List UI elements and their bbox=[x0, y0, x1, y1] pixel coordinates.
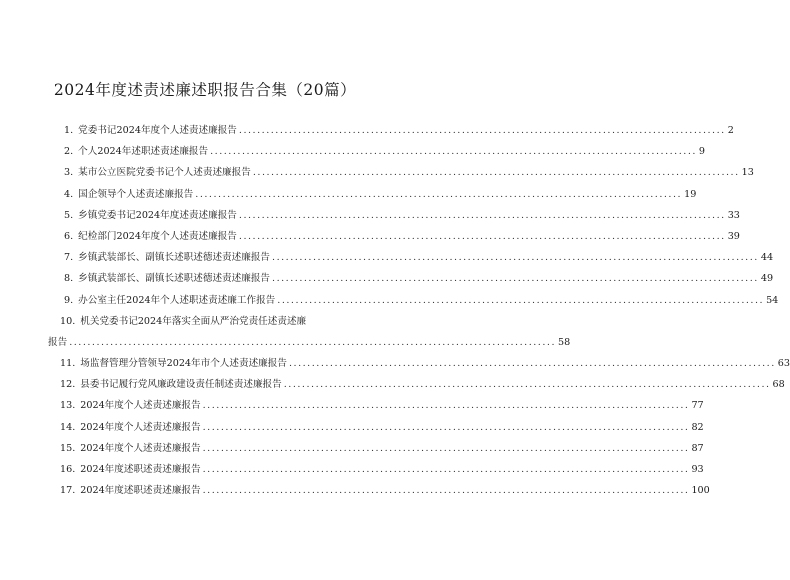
toc-entry-title: 2024年度述职述责述廉报告 bbox=[80, 464, 201, 475]
toc-entry[interactable] bbox=[56, 459, 704, 480]
toc-leader-dots bbox=[201, 395, 692, 416]
toc-entry-page: 44 bbox=[760, 252, 774, 264]
toc-entry-title: 国企领导个人述责述廉报告 bbox=[78, 188, 194, 200]
toc-entry-title-continued: 报告 bbox=[48, 336, 68, 348]
toc-entry-number: 9. bbox=[64, 294, 74, 306]
toc-entry[interactable] bbox=[56, 353, 790, 374]
toc-entry-page: 39 bbox=[727, 230, 740, 242]
toc-entry-page: 54 bbox=[766, 294, 779, 306]
toc-entry-title: 2024年度述职述责述廉报告 bbox=[80, 485, 201, 497]
toc-entry-number: 3. bbox=[64, 167, 74, 179]
toc-entry-number: 12. bbox=[60, 379, 76, 391]
toc-leader-dots bbox=[237, 120, 728, 141]
toc-entry-number: 7. bbox=[64, 252, 74, 264]
toc-entry[interactable] bbox=[56, 395, 704, 416]
toc-leader-dots bbox=[237, 205, 728, 226]
toc-leader-dots bbox=[208, 141, 699, 162]
toc-entry-number: 15. bbox=[60, 442, 76, 454]
toc-entry-page: 49 bbox=[760, 273, 774, 285]
toc-entry[interactable] bbox=[56, 290, 779, 311]
toc-leader-dots bbox=[237, 226, 728, 247]
toc-entry[interactable] bbox=[56, 374, 785, 395]
toc-entry-number: 8. bbox=[64, 273, 74, 285]
toc-entry[interactable] bbox=[56, 184, 697, 205]
toc-entry-page: 87 bbox=[691, 442, 704, 454]
toc-entry-title: 乡镇党委书记2024年度述责述廉报告 bbox=[78, 209, 237, 221]
toc-entry-page: 19 bbox=[684, 188, 697, 200]
toc-entry[interactable] bbox=[56, 268, 774, 289]
toc-entry-title: 县委书记履行党风廉政建设责任制述责述廉报告 bbox=[80, 379, 282, 391]
toc-entry-number: 13. bbox=[60, 400, 76, 412]
toc-entry-number: 2. bbox=[64, 146, 74, 158]
toc-entry-number: 4. bbox=[64, 188, 74, 200]
toc-entry-number: 10. bbox=[60, 315, 76, 327]
toc-entry-title: 2024年度个人述责述廉报告 bbox=[80, 421, 201, 433]
toc-entry[interactable] bbox=[56, 226, 740, 247]
toc-entry-number: 16. bbox=[60, 464, 76, 475]
toc-leader-dots bbox=[201, 438, 692, 459]
toc-entry-number: 17. bbox=[60, 485, 76, 497]
toc-entry-page: 100 bbox=[691, 485, 710, 497]
toc-entry-page: 82 bbox=[691, 421, 704, 433]
toc-leader-dots bbox=[287, 353, 778, 374]
toc-leader-dots bbox=[201, 417, 692, 438]
toc-entry-number: 5. bbox=[64, 209, 74, 221]
toc-entry-title: 2024年度个人述责述廉报告 bbox=[80, 442, 201, 454]
toc-leader-dots bbox=[251, 162, 742, 183]
toc-entry[interactable] bbox=[56, 417, 704, 438]
toc-leader-dots bbox=[270, 247, 761, 268]
toc-entry-title: 机关党委书记2024年落实全面从严治党责任述责述廉 bbox=[80, 315, 307, 327]
toc-entry-page: 9 bbox=[698, 146, 706, 158]
toc-entry-title: 乡镇武装部长、副镇长述职述德述责述廉报告 bbox=[78, 273, 271, 285]
table-of-contents bbox=[48, 120, 790, 501]
toc-entry-page: 2 bbox=[727, 125, 734, 136]
toc-entry-page: 58 bbox=[558, 336, 571, 348]
toc-entry[interactable] bbox=[56, 247, 774, 268]
toc-entry-title: 乡镇武装部长、副镇长述职述德述责述廉报告 bbox=[78, 252, 271, 264]
toc-entry-page: 68 bbox=[772, 379, 785, 391]
toc-entry-title: 2024年度个人述责述廉报告 bbox=[80, 400, 201, 412]
toc-entry-title: 办公室主任2024年个人述职述责述廉工作报告 bbox=[78, 294, 276, 306]
toc-entry-title: 党委书记2024年度个人述责述廉报告 bbox=[78, 125, 237, 136]
document-title: 2024年度述责述廉述职报告合集（20篇） bbox=[53, 81, 357, 99]
toc-entry-number: 11. bbox=[60, 358, 76, 370]
toc-entry-page: 33 bbox=[727, 209, 740, 221]
toc-entry-page: 13 bbox=[741, 167, 754, 179]
toc-entry-page: 93 bbox=[691, 464, 704, 475]
toc-entry[interactable] bbox=[48, 311, 571, 353]
toc-leader-dots bbox=[193, 184, 684, 205]
toc-leader-dots bbox=[201, 459, 692, 480]
toc-leader-dots bbox=[270, 268, 761, 289]
toc-entry[interactable] bbox=[56, 120, 734, 141]
toc-entry[interactable] bbox=[56, 141, 706, 162]
toc-entry[interactable] bbox=[56, 162, 754, 183]
toc-entry-number: 14. bbox=[60, 421, 76, 433]
toc-leader-dots bbox=[67, 332, 558, 353]
toc-entry-page: 77 bbox=[691, 400, 704, 412]
toc-leader-dots bbox=[282, 374, 773, 395]
toc-entry-page: 63 bbox=[777, 358, 790, 370]
toc-entry[interactable] bbox=[56, 480, 710, 501]
toc-leader-dots bbox=[201, 480, 692, 501]
toc-entry-title: 纪检部门2024年度个人述责述廉报告 bbox=[78, 230, 237, 242]
toc-entry-title: 个人2024年述职述责述廉报告 bbox=[78, 146, 209, 158]
toc-entry[interactable] bbox=[56, 438, 704, 459]
toc-entry[interactable] bbox=[56, 205, 740, 226]
toc-entry-title: 场监督管理分管领导2024年市个人述责述廉报告 bbox=[80, 358, 287, 370]
toc-leader-dots bbox=[275, 290, 766, 311]
toc-entry-title: 某市公立医院党委书记个人述责述廉报告 bbox=[78, 167, 251, 179]
toc-entry-number: 6. bbox=[64, 230, 74, 242]
toc-entry-number: 1. bbox=[64, 125, 74, 136]
